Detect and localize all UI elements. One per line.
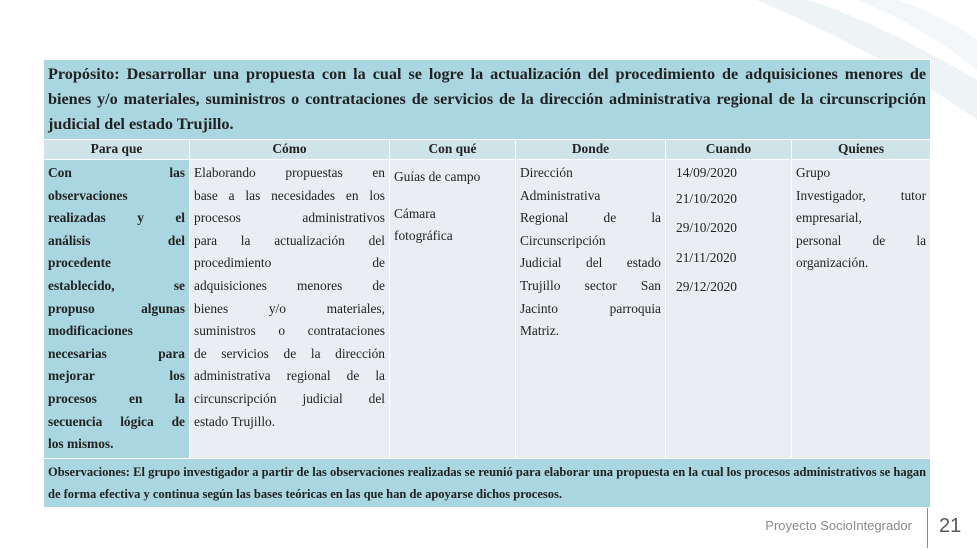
page-number: 21 <box>939 515 962 537</box>
cell-donde: Dirección Administrativa Regional de la Circunscripción Judicial del estado Trujillo sector San Jacinto parroquia Matriz. <box>516 160 666 459</box>
date-item: 21/11/2020 <box>676 249 737 265</box>
header-con-que: Con qué <box>390 140 516 160</box>
date-item: 29/12/2020 <box>676 279 738 295</box>
footer-divider <box>927 508 928 548</box>
purpose-statement: Propósito: Desarrollar una propuesta con la cual se logre la actualización del procedimiento de adquisiciones menores de bienes y/o materiales, suministros o contrataciones de servicios de la dirección administrativa regional de la circunscripción judicial del estado Trujillo. <box>44 60 931 140</box>
planning-table <box>43 59 931 508</box>
cell-cuando <box>666 160 792 459</box>
cell-para-que: Con las observaciones realizadas y el análisis del procedente establecido, se propuso algunas modificaciones necesarias para mejorar los procesos en la secuencia lógica de los mismos. <box>44 160 190 459</box>
header-como: Cómo <box>190 140 390 160</box>
date-item: 21/10/2020 <box>676 191 738 206</box>
date-item: 14/09/2020 <box>676 165 738 180</box>
date-item: 29/10/2020 <box>676 220 738 236</box>
cell-quienes: Grupo Investigador, tutor empresarial, personal de la organización. <box>792 160 931 459</box>
cell-como: Elaborando propuestas en base a las necesidades en los procesos administrativos para la actualización del procedimiento de adquisiciones menores de bienes y/o materiales, suministros o contrataciones de servicios de la dirección administrativa regional de la circunscripción judicial del estado Trujillo. <box>190 160 390 459</box>
header-quienes: Quienes <box>792 140 931 160</box>
header-para-que: Para que <box>44 140 190 160</box>
observations: Observaciones: El grupo investigador a partir de las observaciones realizadas se reunió para elaborar una propuesta en la cual los procesos administrativos se hagan de forma efectiva y continua según las bases teóricas en las que han de apoyarse dichos procesos. <box>44 458 931 507</box>
tool-item: Cámara fotográfica <box>394 205 453 243</box>
cell-con-que <box>390 160 516 459</box>
footer-title: Proyecto SocioIntegrador <box>765 518 912 533</box>
header-donde: Donde <box>516 140 666 160</box>
tool-item: Guías de campo <box>394 169 481 184</box>
header-cuando: Cuando <box>666 140 792 160</box>
